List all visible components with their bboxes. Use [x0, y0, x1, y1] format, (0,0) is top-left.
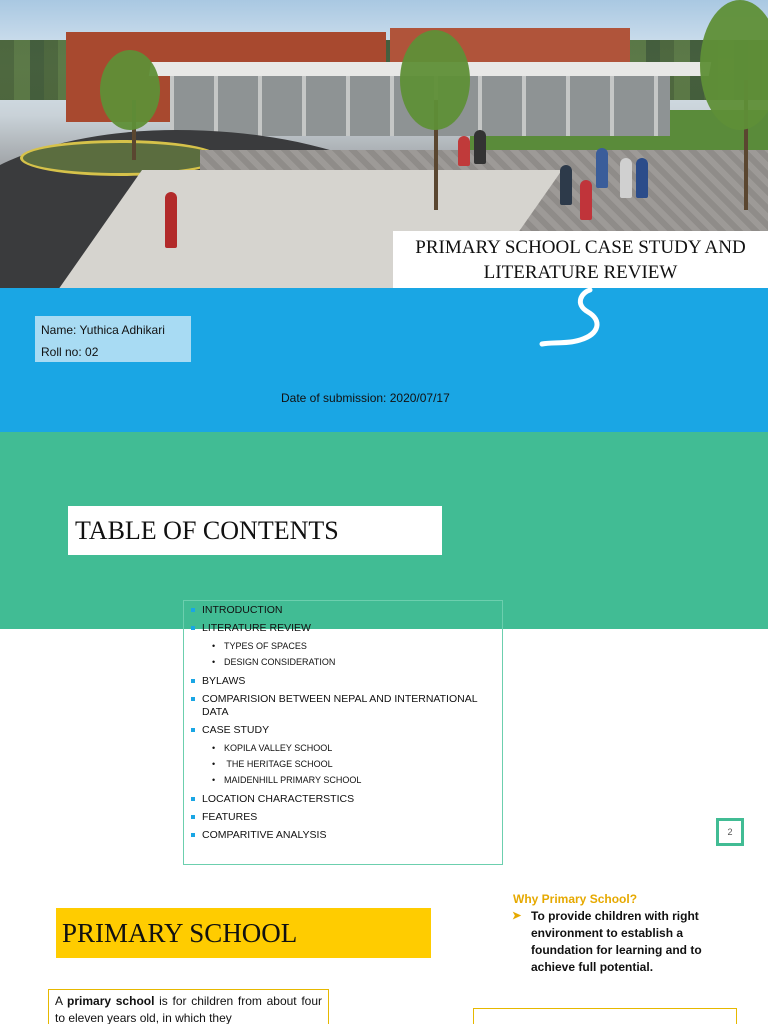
- primary-school-title: PRIMARY SCHOOL: [56, 908, 431, 958]
- contents-item-label: LITERATURE REVIEW: [202, 622, 311, 634]
- contents-item: [190, 793, 496, 806]
- page-number: 2: [716, 818, 744, 846]
- why-point: [512, 908, 718, 976]
- contents-item-label: COMPARISION BETWEEN NEPAL AND INTERNATIONAL DATA: [202, 693, 478, 718]
- photo-tree: [100, 50, 160, 130]
- contents-item-label: COMPARITIVE ANALYSIS: [202, 829, 327, 841]
- contents-list: [190, 604, 496, 842]
- photo-student: [580, 180, 592, 220]
- contents-subitem: • KOPILA VALLEY SCHOOL: [202, 740, 496, 756]
- photo-student: [636, 158, 648, 198]
- roll-value: 02: [85, 345, 99, 359]
- contents-item: [190, 622, 496, 670]
- date-label: Date of submission:: [281, 391, 390, 405]
- contents-item: [190, 724, 496, 788]
- definition-box: [48, 989, 329, 1024]
- squiggle-decoration: [538, 282, 608, 352]
- contents-item: [190, 829, 496, 842]
- photo-student: [560, 165, 572, 205]
- name-value: Yuthica Adhikari: [79, 323, 165, 337]
- roll-line: [41, 341, 185, 363]
- contents-item-label: BYLAWS: [202, 675, 246, 687]
- photo-student: [620, 158, 632, 198]
- contents-item-label: FEATURES: [202, 811, 258, 823]
- definition-lead: A: [55, 994, 68, 1008]
- submission-date: [281, 391, 450, 405]
- contents-item: [190, 604, 496, 617]
- why-heading: Why Primary School?: [513, 892, 638, 906]
- contents-subitem: • MAIDENHILL PRIMARY SCHOOL: [202, 772, 496, 788]
- roll-label: Roll no:: [41, 345, 86, 359]
- contents-subitem: • THE HERITAGE SCHOOL: [202, 756, 496, 772]
- name-label: Name:: [41, 323, 80, 337]
- photo-student: [458, 136, 470, 166]
- definition-term: primary school: [67, 994, 155, 1008]
- definition-text: is for children from about four to eleven years old, in which they: [55, 994, 322, 1024]
- arrow-bullet-icon: ➤: [512, 910, 522, 922]
- contents-list-box: [183, 600, 503, 865]
- photo-student: [596, 148, 608, 188]
- photo-student: [474, 130, 486, 164]
- contents-sublist: [202, 638, 496, 670]
- contents-item-label: CASE STUDY: [202, 724, 270, 736]
- content-frame: [473, 1008, 737, 1024]
- why-point-text: To provide children with right environment to establish a foundation for learning and to achieve full potential.: [531, 909, 702, 974]
- contents-item: [190, 693, 496, 719]
- author-info-box: [35, 316, 191, 362]
- contents-item-label: INTRODUCTION: [202, 604, 283, 616]
- date-value: 2020/07/17: [389, 391, 450, 405]
- contents-subitem: • DESIGN CONSIDERATION: [202, 654, 496, 670]
- contents-title: TABLE OF CONTENTS: [68, 506, 442, 555]
- cover-title: PRIMARY SCHOOL CASE STUDY AND LITERATURE REVIEW: [393, 231, 768, 288]
- name-line: [41, 319, 185, 341]
- contents-item: [190, 811, 496, 824]
- contents-item-label: LOCATION CHARACTERSTICS: [202, 793, 355, 805]
- photo-tree: [400, 30, 470, 130]
- contents-subitem: • TYPES OF SPACES: [202, 638, 496, 654]
- contents-sublist: [202, 740, 496, 788]
- contents-item: [190, 675, 496, 688]
- photo-student: [165, 192, 177, 248]
